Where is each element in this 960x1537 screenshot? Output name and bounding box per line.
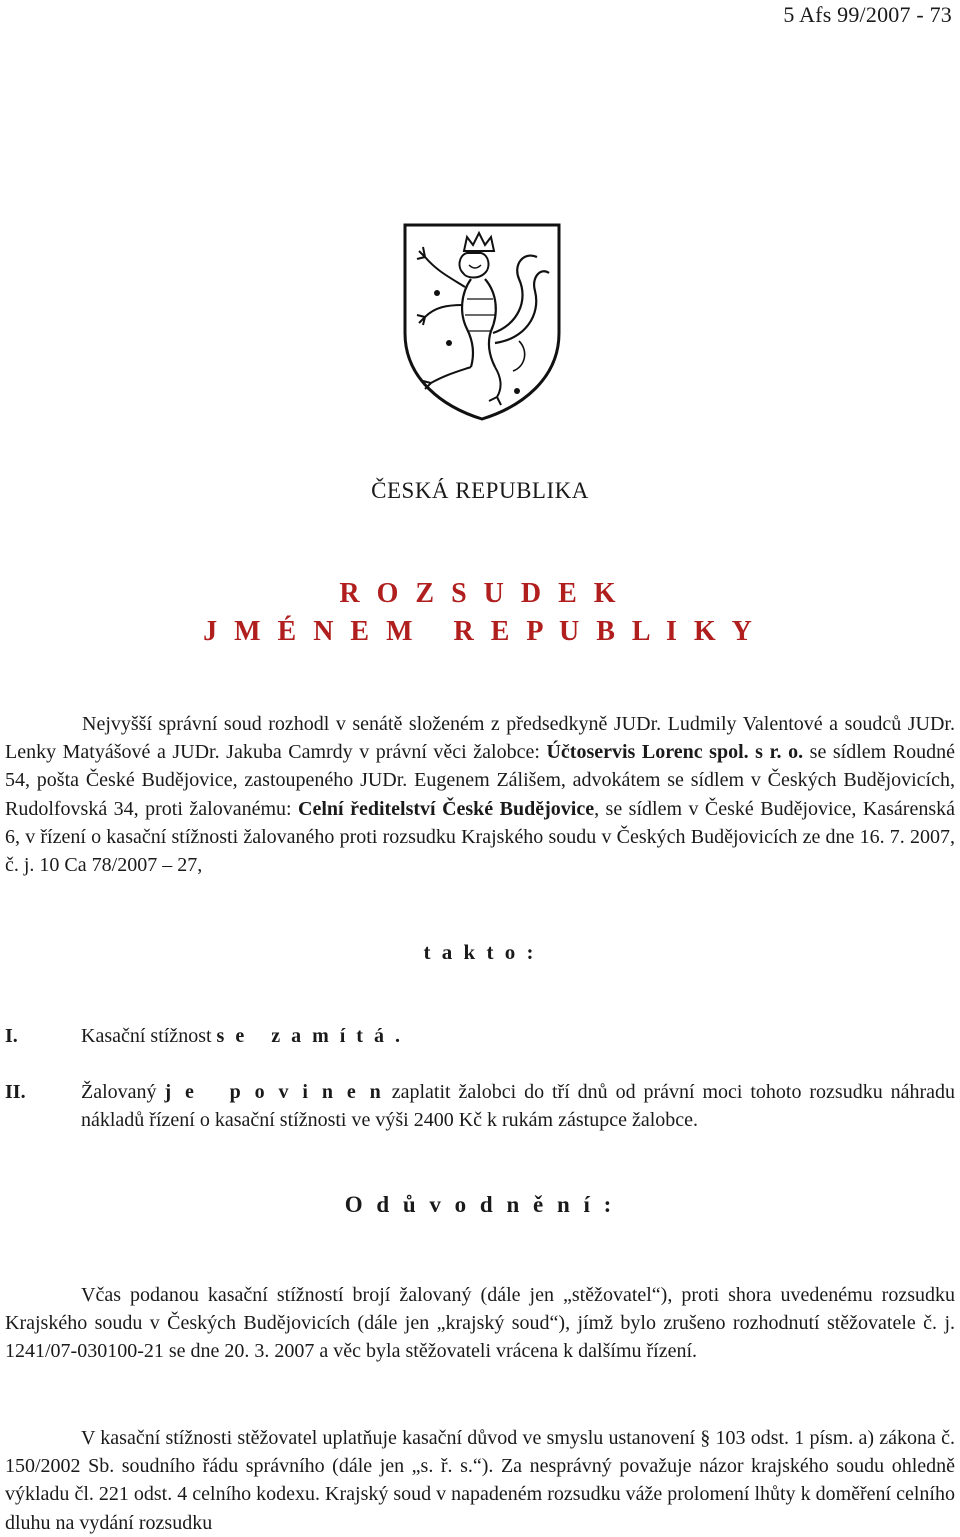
verdict-title: R O Z S U D E K xyxy=(339,578,621,609)
item-number: II. xyxy=(5,1081,26,1103)
verdict-item-1 xyxy=(5,1022,955,1052)
state-name: ČESKÁ REPUBLIKA xyxy=(371,478,589,503)
item-emphasis: s e z a m í t á . xyxy=(216,1025,403,1047)
intro-text-3: , se sídlem v České Budějovice, Kasárenská 6, v řízení o kasační stížnosti žalovaného proti rozsudku Krajského soudu v Českých Budějovicích ze dne 16. 7. 2007, č. j. 10 Ca 78/2007 – 27, xyxy=(5,797,956,877)
item-text: Žalovaný xyxy=(81,1081,165,1103)
in-the-name-of-republic: J M É N E M R E P U B L I K Y xyxy=(203,616,757,647)
item-text: Kasační stížnost xyxy=(81,1025,217,1047)
item-number: I. xyxy=(5,1025,18,1047)
verdict-item-2 xyxy=(5,1078,955,1138)
coat-of-arms-icon xyxy=(401,221,563,422)
intro-text-1: Nejvyšší správní soud rozhodl v senátě složeném z předsedkyně JUDr. Ludmily Valentové a soudců JUDr. Lenky Matyášové a JUDr. Jakuba Camrdy v právní věci žalobce: xyxy=(5,713,955,764)
defendant-name: Celní ředitelství České Budějovice xyxy=(298,797,595,820)
case-number: 5 Afs 99/2007 - 73 xyxy=(783,2,952,27)
item-text-rest: zaplatit žalobci do tří dnů od právní moci tohoto rozsudku náhradu nákladů řízení o kasační stížnosti ve výši 2400 Kč k rukám zástupce žalobce. xyxy=(81,1081,956,1132)
plaintiff-name: Účtoservis Lorenc spol. s r. o. xyxy=(546,741,804,764)
reasoning-heading: O d ů v o d n ě n í : xyxy=(344,1192,616,1217)
reasoning-paragraph-2: V kasační stížnosti stěžovatel uplatňuje kasační důvod ve smyslu ustanovení § 103 odst. 1 písm. a) zákona č. 150/2002 Sb. soudního řádu správního (dále jen „s. ř. s.“). Za nesprávný považuje názor krajského soudu ohledně výkladu čl. 221 odst. 4 celního kodexu. Krajský soud v napadeném rozsudku váže prolomení lhůty k doměření celního dluhu na vydání rozsudku xyxy=(5,1427,955,1534)
intro-text-2: se sídlem Roudné 54, pošta České Budějovice, zastoupeného JUDr. Eugenem Zálišem, advokátem se sídlem v Českých Budějovicích, Rudolfovská 34, proti žalovanému: xyxy=(5,741,955,820)
reasoning-paragraph-1: Včas podanou kasační stížností brojí žalovaný (dále jen „stěžovatel“), proti shora uvedenému rozsudku Krajského soudu v Českých Budějovicích (dále jen „krajský soud“), jímž bylo zrušeno rozhodnutí stěžovatele č. j. 1241/07-030100-21 se dne 20. 3. 2007 a věc byla stěžovateli vrácena k dalšímu řízení. xyxy=(5,1284,955,1363)
intro-paragraph xyxy=(5,710,955,879)
item-emphasis: j e p o v i n e n xyxy=(164,1081,384,1103)
takto-heading: t a k t o : xyxy=(423,940,537,964)
